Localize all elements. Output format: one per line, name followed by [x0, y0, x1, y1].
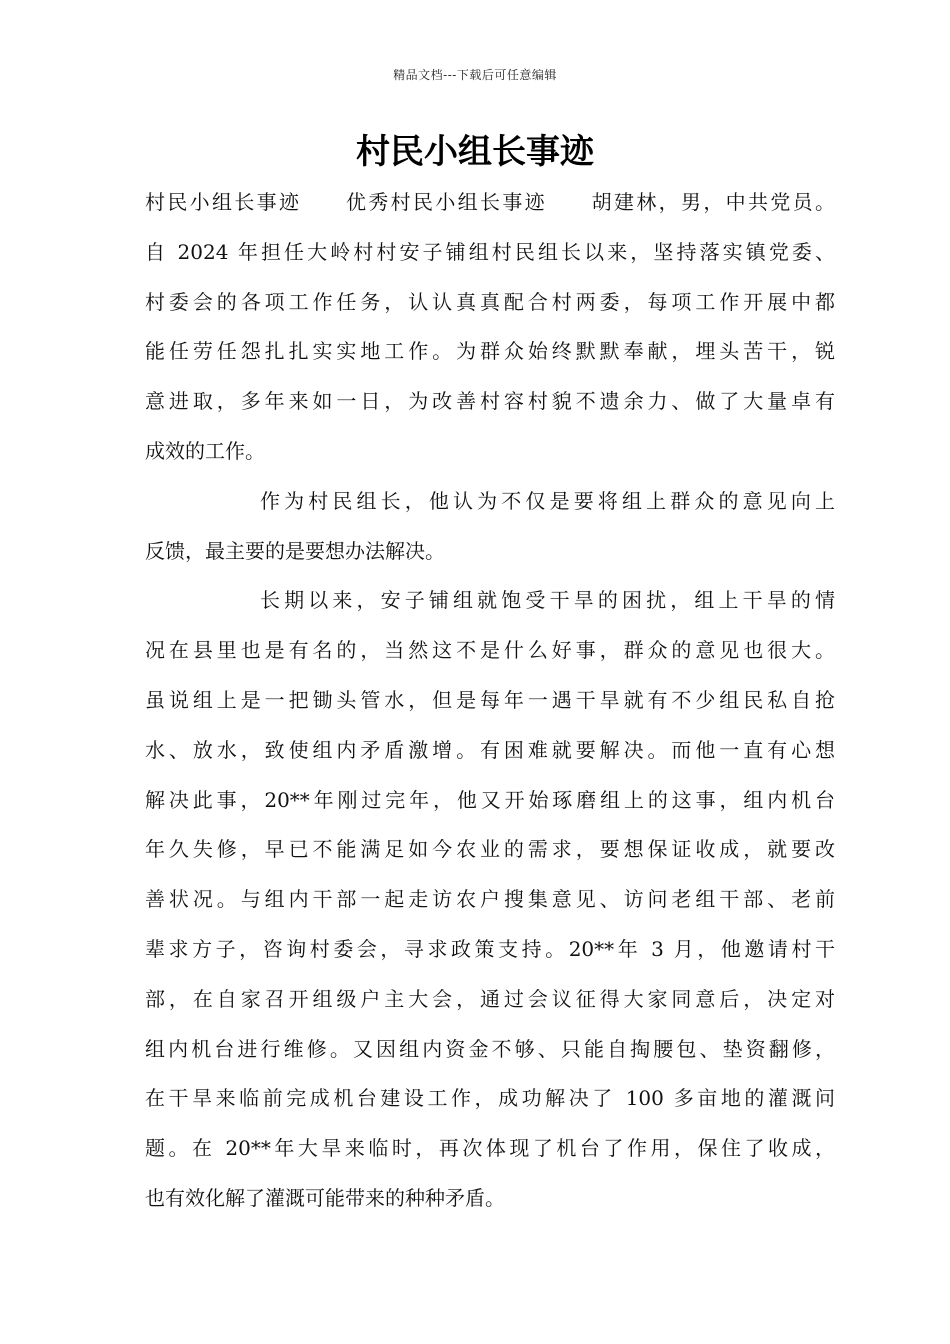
paragraph-3-line-4: 水、放水，致使组内矛盾激增。有困难就要解决。而他一直有心想 — [145, 737, 835, 762]
paragraph-3-line-12: 题。在 20**年大旱来临时，再次体现了机台了作用，保住了收成， — [145, 1136, 835, 1161]
document-body — [145, 178, 835, 1224]
paragraph-3-line-7: 善状况。与组内干部一起走访农户搜集意见、访问老组干部、老前 — [145, 887, 835, 912]
paragraph-3-line-8: 辈求方子，咨询村委会，寻求政策支持。20**年 3 月，他邀请村干 — [145, 936, 835, 961]
paragraph-3-line-11: 在干旱来临前完成机台建设工作，成功解决了 100 多亩地的灌溉问 — [145, 1086, 835, 1111]
header-note: 精品文档---下载后可任意编辑 — [393, 68, 557, 82]
paragraph-1-line-1: 村民小组长事迹 优秀村民小组长事迹 胡建林，男，中共党员。 — [145, 190, 835, 214]
paragraph-3-line-9: 部，在自家召开组级户主大会，通过会议征得大家同意后，决定对 — [145, 986, 835, 1011]
paragraph-3-line-6: 年久失修，早已不能满足如今农业的需求，要想保证收成，就要改 — [145, 837, 835, 862]
paragraph-3-line-10: 组内机台进行维修。又因组内资金不够、只能自掏腰包、垫资翻修， — [145, 1036, 835, 1061]
paragraph-3-line-2: 况在县里也是有名的，当然这不是什么好事，群众的意见也很大。 — [145, 638, 835, 663]
paragraph-3-line-13: 也有效化解了灌溉可能带来的种种矛盾。 — [145, 1185, 505, 1210]
paragraph-3-line-3: 虽说组上是一把锄头管水，但是每年一遇干旱就有不少组民私自抢 — [145, 687, 835, 712]
paragraph-2-line-2: 反馈，最主要的是要想办法解决。 — [145, 538, 445, 563]
paragraph-3-line-1: 长期以来，安子铺组就饱受干旱的困扰，组上干旱的情 — [260, 588, 835, 613]
paragraph-2-line-1: 作为村民组长，他认为不仅是要将组上群众的意见向上 — [260, 488, 835, 513]
paragraph-1-line-4: 能任劳任怨扎扎实实地工作。为群众始终默默奉献，埋头苦干，锐 — [145, 339, 835, 364]
paragraph-1-line-5: 意进取，多年来如一日，为改善村容村貌不遗余力、做了大量卓有 — [145, 389, 835, 414]
paragraph-1-line-2: 自 2024 年担任大岭村村安子铺组村民组长以来，坚持落实镇党委、 — [145, 239, 835, 264]
paragraph-3-line-5: 解决此事，20**年刚过完年，他又开始琢磨组上的这事，组内机台 — [145, 787, 835, 812]
paragraph-1-line-6: 成效的工作。 — [145, 438, 265, 463]
paragraph-1-line-3: 村委会的各项工作任务，认认真真配合村两委，每项工作开展中都 — [145, 289, 835, 314]
document-title: 村民小组长事迹 — [356, 132, 594, 172]
